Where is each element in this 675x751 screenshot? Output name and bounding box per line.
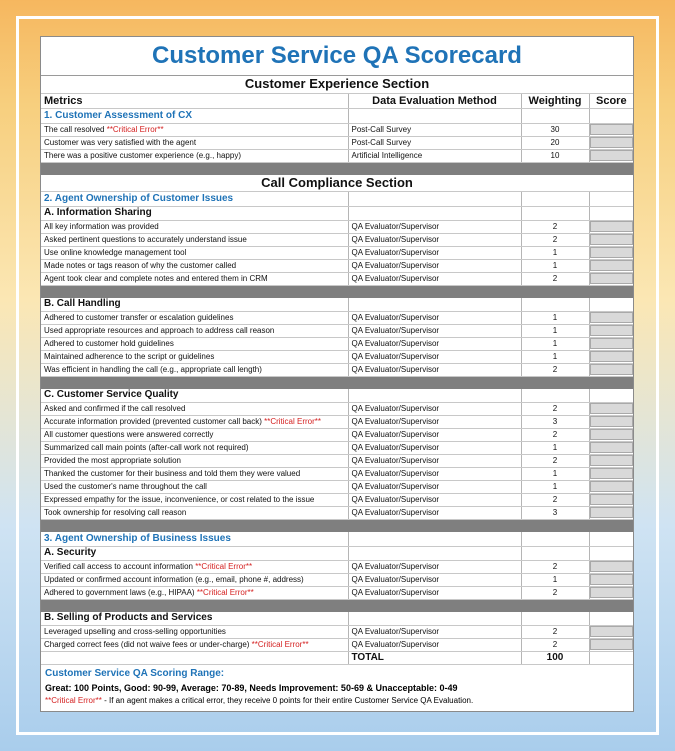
empty-cell (589, 651, 633, 664)
metric-text: The call resolved (44, 124, 107, 134)
score-input[interactable] (590, 364, 634, 375)
score-cell[interactable] (589, 638, 633, 651)
metric-row (41, 402, 633, 415)
score-input[interactable] (590, 455, 634, 466)
score-cell[interactable] (589, 415, 633, 428)
empty-cell (521, 611, 589, 625)
weighting-value: 2 (521, 625, 589, 638)
score-input[interactable] (590, 403, 634, 414)
metric-text: Provided the most appropriate solution (44, 455, 181, 465)
metric-row (41, 586, 633, 599)
score-input[interactable] (590, 561, 634, 572)
evaluation-method: QA Evaluator/Supervisor (348, 638, 521, 651)
score-input[interactable] (590, 124, 634, 135)
weighting-value: 2 (521, 560, 589, 573)
metric-text: Thanked the customer for their business and told them they were valued (44, 468, 301, 478)
metric-label (41, 506, 348, 519)
score-input[interactable] (590, 639, 634, 650)
group-title-customer-issues-row (41, 191, 633, 206)
metric-row (41, 506, 633, 519)
evaluation-method: QA Evaluator/Supervisor (348, 324, 521, 337)
score-cell[interactable] (589, 337, 633, 350)
subsection-title-service-quality: C. Customer Service Quality (41, 388, 348, 402)
metric-row (41, 454, 633, 467)
score-input[interactable] (590, 247, 634, 258)
score-cell[interactable] (589, 480, 633, 493)
metric-row (41, 363, 633, 376)
metric-text: Used appropriate resources and approach to address call reason (44, 325, 275, 335)
critical-error-tag: **Critical Error** (195, 561, 253, 571)
weighting-value: 1 (521, 337, 589, 350)
weighting-value: 1 (521, 311, 589, 324)
critical-error-label: **Critical Error** (45, 695, 102, 705)
weighting-value: 3 (521, 415, 589, 428)
metric-label (41, 480, 348, 493)
metric-text: Took ownership for resolving call reason (44, 507, 187, 517)
metric-text: Adhered to customer hold guidelines (44, 338, 174, 348)
empty-cell (589, 297, 633, 311)
evaluation-method: QA Evaluator/Supervisor (348, 350, 521, 363)
metric-label (41, 337, 348, 350)
evaluation-method: QA Evaluator/Supervisor (348, 586, 521, 599)
total-row (41, 651, 633, 664)
scorecard-table (41, 76, 633, 665)
page-title: Customer Service QA Scorecard (41, 37, 633, 76)
metric-row (41, 246, 633, 259)
group-title-customer-issues: 2. Agent Ownership of Customer Issues (41, 191, 348, 206)
weighting-value: 2 (521, 272, 589, 285)
header-weighting: Weighting (521, 93, 589, 108)
evaluation-method: QA Evaluator/Supervisor (348, 480, 521, 493)
metric-label (41, 441, 348, 454)
empty-cell (589, 531, 633, 546)
metric-text: All customer questions were answered correctly (44, 429, 214, 439)
header-method: Data Evaluation Method (348, 93, 521, 108)
metric-row (41, 441, 633, 454)
metric-text: Summarized call main points (after-call work not required) (44, 442, 249, 452)
weighting-value: 2 (521, 363, 589, 376)
empty-cell (348, 388, 521, 402)
evaluation-method: QA Evaluator/Supervisor (348, 363, 521, 376)
score-cell[interactable] (589, 454, 633, 467)
metric-text: Verified call access to account information (44, 561, 196, 571)
metric-row (41, 136, 633, 149)
evaluation-method: QA Evaluator/Supervisor (348, 454, 521, 467)
metric-text: Use online knowledge management tool (44, 247, 187, 257)
subsection-title-service-quality-row (41, 388, 633, 402)
header-metrics: Metrics (41, 93, 348, 108)
score-input[interactable] (590, 507, 634, 518)
evaluation-method: QA Evaluator/Supervisor (348, 573, 521, 586)
subsection-title-info-sharing-row (41, 206, 633, 220)
header-score: Score (589, 93, 633, 108)
metric-row (41, 149, 633, 162)
subsection-title-info-sharing: A. Information Sharing (41, 206, 348, 220)
weighting-value: 1 (521, 441, 589, 454)
critical-error-note (45, 695, 629, 707)
metric-label (41, 402, 348, 415)
score-input[interactable] (590, 234, 634, 245)
weighting-value: 2 (521, 402, 589, 415)
separator-row (41, 599, 633, 611)
metric-row (41, 428, 633, 441)
metric-text: Asked pertinent questions to accurately understand issue (44, 234, 247, 244)
weighting-value: 2 (521, 493, 589, 506)
weighting-value: 2 (521, 220, 589, 233)
weighting-value: 3 (521, 506, 589, 519)
empty-cell (348, 531, 521, 546)
weighting-value: 1 (521, 350, 589, 363)
metric-text: Adhered to government laws (e.g., HIPAA) (44, 587, 197, 597)
weighting-value: 1 (521, 246, 589, 259)
metric-text: Adhered to customer transfer or escalation guidelines (44, 312, 234, 322)
group-title-business-issues-row (41, 531, 633, 546)
metric-label (41, 586, 348, 599)
metric-label (41, 467, 348, 480)
score-cell[interactable] (589, 259, 633, 272)
metric-text: Customer was very satisfied with the agent (44, 137, 197, 147)
weighting-value: 1 (521, 573, 589, 586)
scorecard-body (41, 76, 633, 664)
score-cell[interactable] (589, 220, 633, 233)
metric-row (41, 625, 633, 638)
evaluation-method: QA Evaluator/Supervisor (348, 415, 521, 428)
metric-label (41, 560, 348, 573)
score-cell[interactable] (589, 149, 633, 162)
score-cell[interactable] (589, 428, 633, 441)
metric-label (41, 220, 348, 233)
metric-label (41, 638, 348, 651)
score-input[interactable] (590, 260, 634, 271)
empty-cell (348, 108, 521, 123)
weighting-value: 1 (521, 480, 589, 493)
subsection-title-security-row (41, 546, 633, 560)
evaluation-method: Post-Call Survey (348, 123, 521, 136)
scoring-range-text: Great: 100 Points, Good: 90-99, Average: 70-89, Needs Improvement: 50-69 & Unacceptable: 0-49 (45, 682, 458, 693)
evaluation-method: QA Evaluator/Supervisor (348, 506, 521, 519)
critical-error-tag: **Critical Error** (264, 416, 322, 426)
metric-row (41, 123, 633, 136)
metric-label (41, 233, 348, 246)
metric-text: Used the customer's name throughout the call (44, 481, 207, 491)
header-row (41, 93, 633, 108)
score-cell[interactable] (589, 350, 633, 363)
score-cell[interactable] (589, 573, 633, 586)
separator-bar (41, 519, 633, 531)
separator-row (41, 162, 633, 174)
score-cell[interactable] (589, 586, 633, 599)
weighting-value: 2 (521, 428, 589, 441)
score-input[interactable] (590, 626, 634, 637)
metric-row (41, 272, 633, 285)
critical-error-tag: **Critical Error** (106, 124, 164, 134)
weighting-value: 2 (521, 233, 589, 246)
weighting-value: 20 (521, 136, 589, 149)
score-input[interactable] (590, 429, 634, 440)
separator-row (41, 519, 633, 531)
score-input[interactable] (590, 574, 634, 585)
score-input[interactable] (590, 416, 634, 427)
section-row (41, 174, 633, 191)
metric-text: Accurate information provided (prevented customer call back) (44, 416, 265, 426)
evaluation-method: Artificial Intelligence (348, 149, 521, 162)
empty-cell (589, 388, 633, 402)
metric-label (41, 415, 348, 428)
metric-label (41, 428, 348, 441)
metric-text: Asked and confirmed if the call resolved (44, 403, 186, 413)
metric-label (41, 350, 348, 363)
metric-row (41, 324, 633, 337)
subsection-title-call-handling: B. Call Handling (41, 297, 348, 311)
weighting-value: 2 (521, 454, 589, 467)
metric-row (41, 480, 633, 493)
evaluation-method: QA Evaluator/Supervisor (348, 233, 521, 246)
metric-row (41, 311, 633, 324)
score-cell[interactable] (589, 363, 633, 376)
metric-text: Made notes or tags reason of why the customer called (44, 260, 237, 270)
metric-text: There was a positive customer experience (e.g., happy) (44, 150, 241, 160)
empty-cell (348, 546, 521, 560)
metric-row (41, 337, 633, 350)
metric-text: Updated or confirmed account information (e.g., email, phone #, address) (44, 574, 304, 584)
empty-cell (521, 108, 589, 123)
metric-label (41, 272, 348, 285)
score-cell[interactable] (589, 246, 633, 259)
score-input[interactable] (590, 221, 634, 232)
metric-text: Leveraged upselling and cross-selling opportunities (44, 626, 226, 636)
separator-bar (41, 162, 633, 174)
evaluation-method: QA Evaluator/Supervisor (348, 493, 521, 506)
evaluation-method: QA Evaluator/Supervisor (348, 220, 521, 233)
group-title-cx-row (41, 108, 633, 123)
score-input[interactable] (590, 325, 634, 336)
evaluation-method: QA Evaluator/Supervisor (348, 246, 521, 259)
scoring-range-title: Customer Service QA Scoring Range: (45, 667, 225, 679)
metric-label (41, 246, 348, 259)
evaluation-method: QA Evaluator/Supervisor (348, 441, 521, 454)
metric-text: Was efficient in handling the call (e.g., appropriate call length) (44, 364, 262, 374)
subsection-title-security: A. Security (41, 546, 348, 560)
separator-bar (41, 599, 633, 611)
metric-label (41, 311, 348, 324)
total-label: TOTAL (348, 651, 521, 664)
weighting-value: 10 (521, 149, 589, 162)
weighting-value: 1 (521, 259, 589, 272)
metric-row (41, 415, 633, 428)
metric-label (41, 625, 348, 638)
metric-text: Expressed empathy for the issue, inconvenience, or cost related to the issue (44, 494, 315, 504)
empty-cell (348, 297, 521, 311)
score-cell[interactable] (589, 506, 633, 519)
empty-cell (521, 531, 589, 546)
score-cell[interactable] (589, 560, 633, 573)
evaluation-method: QA Evaluator/Supervisor (348, 402, 521, 415)
evaluation-method: QA Evaluator/Supervisor (348, 259, 521, 272)
metric-row (41, 560, 633, 573)
score-input[interactable] (590, 312, 634, 323)
evaluation-method: Post-Call Survey (348, 136, 521, 149)
empty-cell (348, 206, 521, 220)
metric-text: All key information was provided (44, 221, 159, 231)
score-input[interactable] (590, 587, 634, 598)
score-input[interactable] (590, 481, 634, 492)
metric-text: Charged correct fees (did not waive fees or under-charge) (44, 639, 252, 649)
weighting-value: 1 (521, 467, 589, 480)
evaluation-method: QA Evaluator/Supervisor (348, 337, 521, 350)
metric-label (41, 454, 348, 467)
score-input[interactable] (590, 351, 634, 362)
separator-bar (41, 376, 633, 388)
score-cell[interactable] (589, 402, 633, 415)
critical-error-tag: **Critical Error** (251, 639, 309, 649)
metric-label (41, 259, 348, 272)
metric-text: Agent took clear and complete notes and entered them in CRM (44, 273, 268, 283)
score-cell[interactable] (589, 493, 633, 506)
score-input[interactable] (590, 150, 634, 161)
metric-label (41, 363, 348, 376)
weighting-value: 2 (521, 586, 589, 599)
evaluation-method: QA Evaluator/Supervisor (348, 272, 521, 285)
evaluation-method: QA Evaluator/Supervisor (348, 625, 521, 638)
metric-label (41, 324, 348, 337)
metric-row (41, 259, 633, 272)
subsection-title-selling: B. Selling of Products and Services (41, 611, 348, 625)
metric-text: Maintained adherence to the script or guidelines (44, 351, 215, 361)
critical-error-explanation: - If an agent makes a critical error, they receive 0 points for their entire Customer Service QA Evaluation. (101, 695, 474, 705)
metric-label (41, 149, 348, 162)
evaluation-method: QA Evaluator/Supervisor (348, 560, 521, 573)
metric-row (41, 638, 633, 651)
metric-label (41, 136, 348, 149)
empty-cell (589, 206, 633, 220)
score-input[interactable] (590, 137, 634, 148)
evaluation-method: QA Evaluator/Supervisor (348, 311, 521, 324)
empty-cell (589, 191, 633, 206)
weighting-value: 2 (521, 638, 589, 651)
subsection-title-selling-row (41, 611, 633, 625)
score-input[interactable] (590, 494, 634, 505)
metric-row (41, 350, 633, 363)
score-cell[interactable] (589, 467, 633, 480)
metric-row (41, 220, 633, 233)
empty-cell (521, 388, 589, 402)
score-cell[interactable] (589, 311, 633, 324)
metric-row (41, 573, 633, 586)
section-title-compliance: Call Compliance Section (41, 174, 633, 191)
score-cell[interactable] (589, 625, 633, 638)
group-title-cx: 1. Customer Assessment of CX (41, 108, 348, 123)
weighting-value: 30 (521, 123, 589, 136)
empty-cell (521, 297, 589, 311)
empty-cell (41, 651, 348, 664)
metric-label (41, 573, 348, 586)
critical-error-tag: **Critical Error** (196, 587, 254, 597)
score-cell[interactable] (589, 123, 633, 136)
separator-row (41, 285, 633, 297)
metric-row (41, 233, 633, 246)
metric-label (41, 493, 348, 506)
empty-cell (589, 546, 633, 560)
metric-row (41, 467, 633, 480)
score-cell[interactable] (589, 324, 633, 337)
section-row (41, 76, 633, 93)
separator-row (41, 376, 633, 388)
empty-cell (348, 611, 521, 625)
score-cell[interactable] (589, 136, 633, 149)
total-value: 100 (521, 651, 589, 664)
weighting-value: 1 (521, 324, 589, 337)
section-title-cx: Customer Experience Section (41, 76, 633, 93)
scorecard-sheet (40, 36, 634, 712)
subsection-title-call-handling-row (41, 297, 633, 311)
empty-cell (348, 191, 521, 206)
metric-label (41, 123, 348, 136)
empty-cell (589, 611, 633, 625)
empty-cell (521, 191, 589, 206)
scorecard-footer (41, 665, 633, 709)
empty-cell (589, 108, 633, 123)
evaluation-method: QA Evaluator/Supervisor (348, 467, 521, 480)
empty-cell (521, 546, 589, 560)
score-input[interactable] (590, 338, 634, 349)
group-title-business-issues: 3. Agent Ownership of Business Issues (41, 531, 348, 546)
score-cell[interactable] (589, 441, 633, 454)
score-input[interactable] (590, 468, 634, 479)
score-cell[interactable] (589, 272, 633, 285)
score-cell[interactable] (589, 233, 633, 246)
empty-cell (521, 206, 589, 220)
score-input[interactable] (590, 442, 634, 453)
evaluation-method: QA Evaluator/Supervisor (348, 428, 521, 441)
score-input[interactable] (590, 273, 634, 284)
separator-bar (41, 285, 633, 297)
metric-row (41, 493, 633, 506)
